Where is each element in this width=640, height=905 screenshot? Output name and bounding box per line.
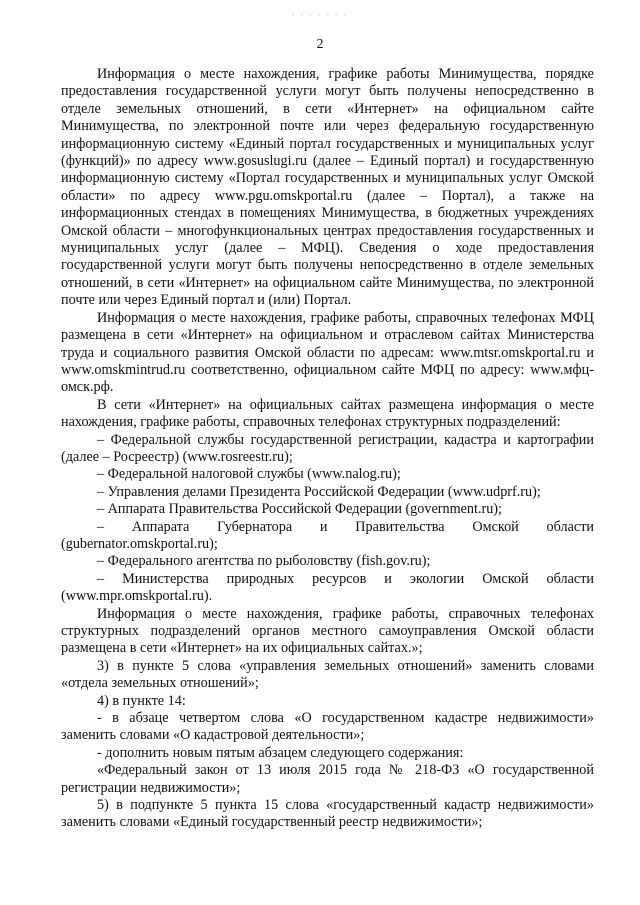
paragraph-item-3: 3) в пункте 5 слова «управления земельных отношений» заменить словами «отдела земельных отношений»; bbox=[61, 657, 594, 692]
list-item-nalog: – Федеральной налоговой службы (www.nalog.ru); bbox=[97, 466, 401, 483]
paragraph-item-4: 4) в пункте 14: bbox=[97, 692, 186, 709]
list-item-mpr: – Министерства природных ресурсов и экологии Омской области (www.mpr.omskportal.ru). bbox=[61, 570, 594, 605]
list-item-fish: – Федерального агентства по рыболовству (fish.gov.ru); bbox=[97, 553, 431, 570]
paragraph-federal-law-quote: «Федеральный закон от 13 июля 2015 года № 218-ФЗ «О государственной регистрации недвижимости»; bbox=[61, 762, 594, 796]
list-item-government: – Аппарата Правительства Российской Федерации (government.ru); bbox=[97, 501, 502, 518]
page-number: 2 bbox=[316, 37, 324, 52]
document-body bbox=[61, 66, 594, 832]
paragraph-info-structural-units: В сети «Интернет» на официальных сайтах размещена информация о месте нахождения, графике работы, справочных телефонах структурных подразделений: bbox=[61, 396, 594, 431]
list-item-rosreestr: – Федеральной службы государственной регистрации, кадастра и картографии (далее – Росреестр) (www.rosreestr.ru); bbox=[61, 431, 594, 465]
paragraph-info-mfc: Информация о месте нахождения, графике работы, справочных телефонах МФЦ размещена в сети «Интернет» на официальном и отраслевом сайтах Министерства труда и социального развития Омской области по адресам: www.mtsr.omskportal.ru и www.omskmintrud.ru соответственно, официальном сайте МФЦ по адресу: www.мфц-омск.рф. bbox=[61, 309, 594, 396]
paragraph-info-local-government: Информация о месте нахождения, графике работы, справочных телефонах структурных подразделений органов местного самоуправления Омской области размещена в сети «Интернет» на их официальных сайтах.»; bbox=[61, 605, 594, 657]
paragraph-item-5: 5) в подпункте 5 пункта 15 слова «государственный кадастр недвижимости» заменить словами «Единый государственный реестр недвижимости»; bbox=[61, 797, 594, 831]
paragraph-item-4-sub-2: - дополнить новым пятым абзацем следующего содержания: bbox=[97, 744, 464, 761]
list-item-gubernator: – Аппарата Губернатора и Правительства Омской области (gubernator.omskportal.ru); bbox=[61, 518, 594, 552]
paragraph-item-4-sub-1: - в абзаце четвертом слова «О государственном кадастре недвижимости» заменить словами «О кадастровой деятельности»; bbox=[61, 710, 594, 744]
paragraph-info-minimushchestvo: Информация о месте нахождения, графике работы Минимущества, порядке предоставления государственной услуги могут быть получены непосредственно в отделе земельных отношений, в сети «Интернет» на официальном сайте Минимущества, по электронной почте или через федеральную государственную информационную систему «Единый портал государственных и муниципальных услуг (функций)» по адресу www.gosuslugi.ru (далее – Единый портал) и государственную информационную систему «Портал государственных и муниципальных услуг Омской области» по адресу www.pgu.omskportal.ru (далее – Портал), а также на информационных стендах в помещениях Минимущества, в бюджетных учреждениях Омской области – многофункциональных центрах предоставления государственных и муниципальных услуг (далее – МФЦ). Сведения о ходе предоставления государственной услуги могут быть получены непосредственно в отделе земельных отношений, в сети «Интернет» на официальном сайте Минимущества, по электронной почте или через Единый портал и (или) Портал. bbox=[61, 66, 594, 309]
list-item-udprf: – Управления делами Президента Российской Федерации (www.udprf.ru); bbox=[97, 483, 541, 500]
header-mark: - - - - - - - bbox=[291, 10, 349, 19]
